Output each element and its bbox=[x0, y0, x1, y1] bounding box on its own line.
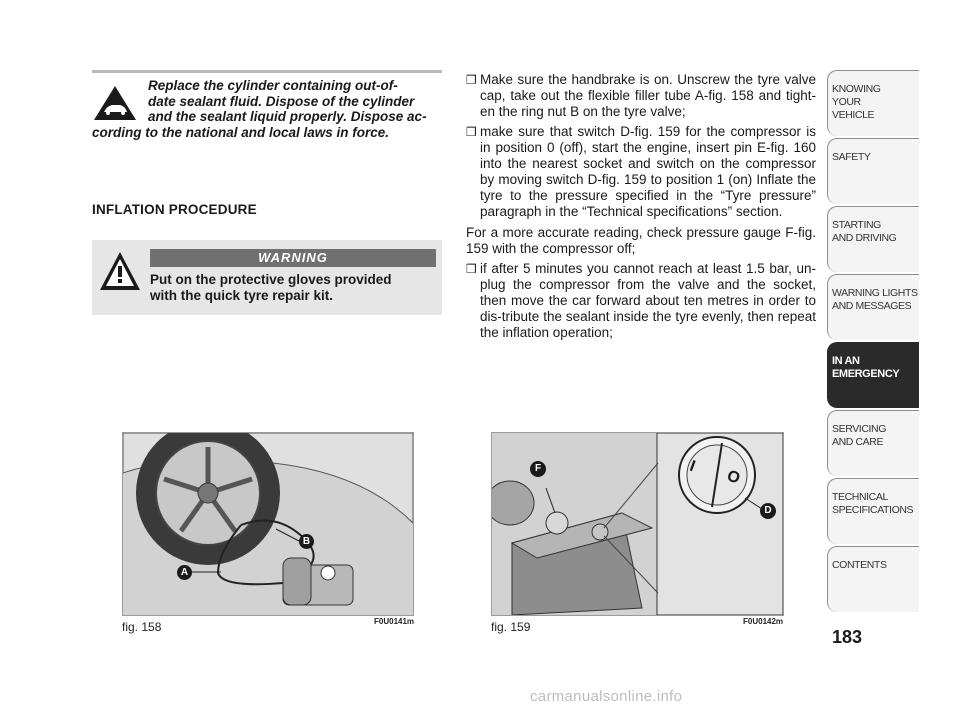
warning-text: Put on the protective gloves provided with the quick tyre repair kit. bbox=[150, 272, 392, 303]
figure-159-illustration bbox=[491, 432, 784, 616]
callout-a: A bbox=[177, 565, 192, 580]
procedure-text bbox=[466, 72, 816, 341]
callout-d: D bbox=[760, 503, 776, 519]
checkbox-bullet-icon: ❒ bbox=[466, 73, 477, 87]
section-heading: INFLATION PROCEDURE bbox=[92, 202, 257, 217]
procedure-step-2: ❒ make sure that switch D-fig. 159 for the compressor is in position 0 (off), start the engine, insert pin E-fig. 160 into the nearest socket and switch on the compressor by moving switch D-fig. 159 to position 1 (on) Inflate the tyre to the pressure specified in the “Tyre pressure” paragraph in the “Technical specifications” section. bbox=[466, 124, 816, 219]
watermark: carmanualsonline.info bbox=[530, 688, 683, 705]
tab-starting-and-driving[interactable]: STARTING AND DRIVING bbox=[827, 206, 919, 272]
chapter-tabs bbox=[827, 70, 919, 614]
pressure-reading-paragraph: For a more accurate reading, check pressure gauge F-fig. 159 with the compressor off; bbox=[466, 225, 816, 256]
environment-note-text: Replace the cylinder containing out-of- date sealant fluid. Dispose of the cylinder and the sealant liquid properly. Dispose ac- cording to the national and local laws in force. bbox=[92, 78, 427, 140]
switch-position-on-mark: I bbox=[687, 457, 698, 476]
warning-header: WARNING bbox=[150, 249, 436, 267]
procedure-step-1: ❒ Make sure the handbrake is on. Unscrew the tyre valve cap, take out the flexible filler tube A-fig. 158 and tight-en the ring nut B on the tyre valve; bbox=[466, 72, 816, 119]
warning-triangle-icon bbox=[98, 250, 142, 292]
switch-position-off-mark: O bbox=[724, 467, 743, 488]
tab-servicing-and-care[interactable]: SERVICING AND CARE bbox=[827, 410, 919, 476]
callout-b: B bbox=[299, 534, 314, 549]
figure-159-label: fig. 159 bbox=[491, 620, 531, 634]
procedure-step-3: ❒ if after 5 minutes you cannot reach at least 1.5 bar, un-plug the compressor from the valve and the socket, then move the car forward about ten metres in order to dis-tribute the sealant inside the tyre evenly, then repeat the inflation operation; bbox=[466, 261, 816, 340]
tab-knowing-your-vehicle[interactable]: KNOWING YOUR VEHICLE bbox=[827, 70, 919, 136]
page-number: 183 bbox=[832, 627, 863, 647]
figure-159-code: F0U0142m bbox=[743, 617, 784, 626]
checkbox-bullet-icon: ❒ bbox=[466, 262, 477, 276]
tab-technical-specifications[interactable]: TECHNICAL SPECIFICATIONS bbox=[827, 478, 919, 544]
tab-safety[interactable]: SAFETY bbox=[827, 138, 919, 204]
checkbox-bullet-icon: ❒ bbox=[466, 125, 477, 139]
callout-f: F bbox=[530, 461, 546, 477]
tab-contents[interactable]: CONTENTS bbox=[827, 546, 919, 612]
tab-in-an-emergency[interactable]: IN AN EMERGENCY bbox=[827, 342, 919, 408]
figure-158-code: F0U0141m bbox=[374, 617, 415, 626]
figure-158-label: fig. 158 bbox=[122, 620, 162, 634]
figure-158-illustration bbox=[122, 432, 414, 616]
tyre-compressor-drawing bbox=[123, 433, 413, 615]
tab-warning-lights[interactable]: WARNING LIGHTS AND MESSAGES bbox=[827, 274, 919, 340]
